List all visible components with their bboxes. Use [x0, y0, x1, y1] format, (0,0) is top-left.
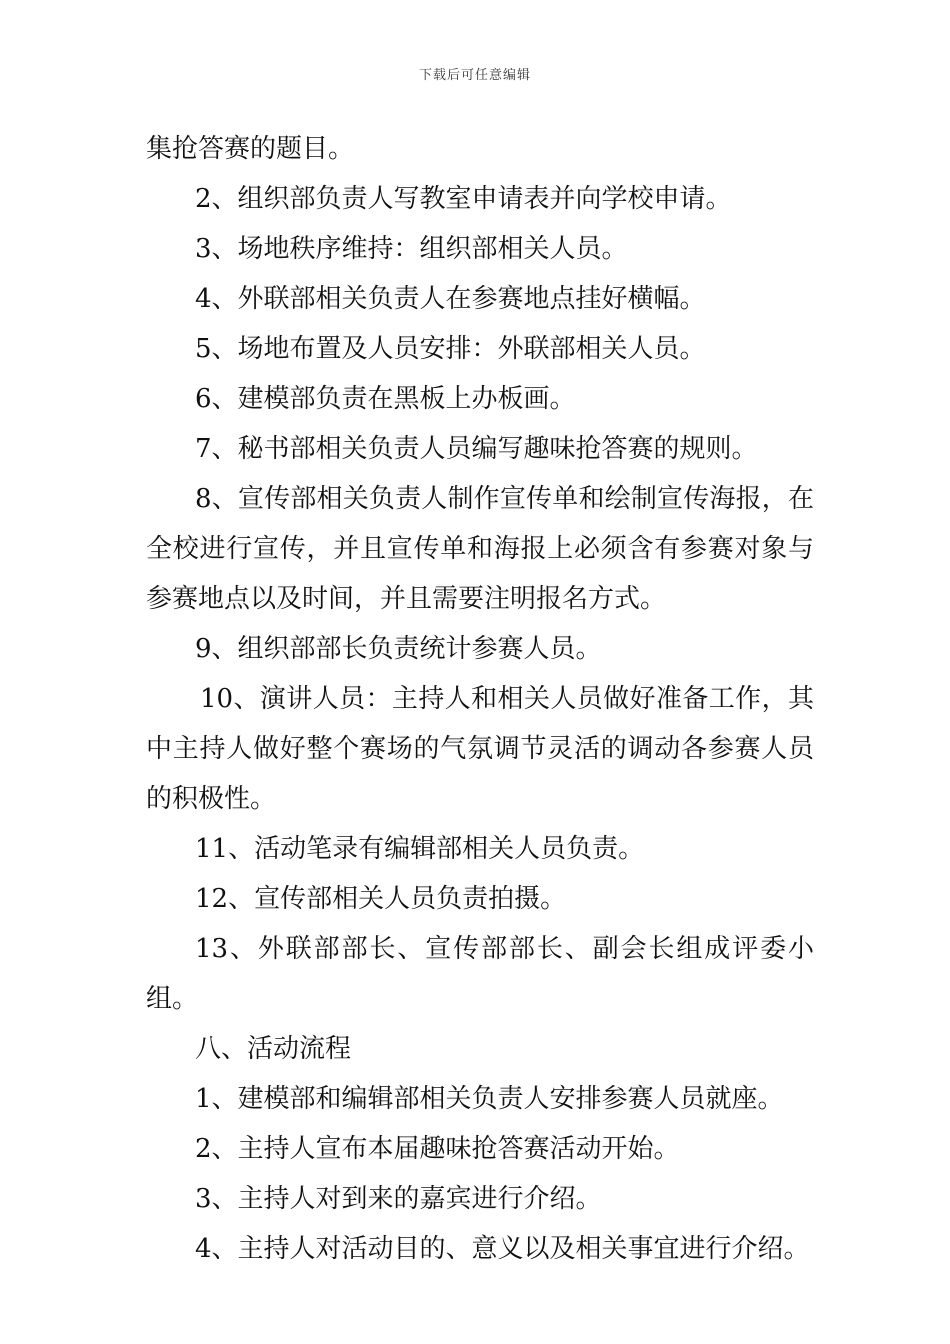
list-item: 5、场地布置及人员安排：外联部相关人员。: [195, 334, 706, 364]
list-item: 4、主持人对活动目的、意义以及相关事宜进行介绍。: [195, 1234, 810, 1264]
list-item: 3、场地秩序维持：组织部相关人员。: [195, 234, 628, 264]
list-item: 6、建模部负责在黑板上办板画。: [195, 384, 576, 414]
section-heading: 八、活动流程: [195, 1034, 352, 1064]
list-item: 4、外联部相关负责人在参赛地点挂好横幅。: [195, 284, 706, 314]
list-item: 11、活动笔录有编辑部相关人员负责。: [195, 834, 645, 864]
page-header-note: 下载后可任意编辑: [418, 68, 531, 83]
list-item: 12、宣传部相关人员负责拍摄。: [195, 884, 567, 914]
list-item: 8、宣传部相关负责人制作宣传单和绘制宣传海报，在全校进行宣传，并且宣传单和海报上必须含有参赛对象与参赛地点以及时间，并且需要注明报名方式。: [146, 484, 814, 614]
list-item: 10、演讲人员：主持人和相关人员做好准备工作，其中主持人做好整个赛场的气氛调节灵活的调动各参赛人员的积极性。: [146, 684, 814, 814]
list-item: 9、组织部部长负责统计参赛人员。: [195, 634, 602, 664]
list-item: 7、秘书部相关负责人员编写趣味抢答赛的规则。: [195, 434, 758, 464]
list-item: 1、建模部和编辑部相关负责人安排参赛人员就座。: [195, 1084, 784, 1114]
list-item: 2、组织部负责人写教室申请表并向学校申请。: [195, 184, 732, 214]
list-item: 13、外联部部长、宣传部部长、副会长组成评委小组。: [146, 934, 814, 1014]
list-item: 2、主持人宣布本届趣味抢答赛活动开始。: [195, 1134, 680, 1164]
document-body: [146, 124, 814, 1274]
paragraph-continuation: 集抢答赛的题目。: [146, 134, 355, 164]
list-item: 3、主持人对到来的嘉宾进行介绍。: [195, 1184, 602, 1214]
